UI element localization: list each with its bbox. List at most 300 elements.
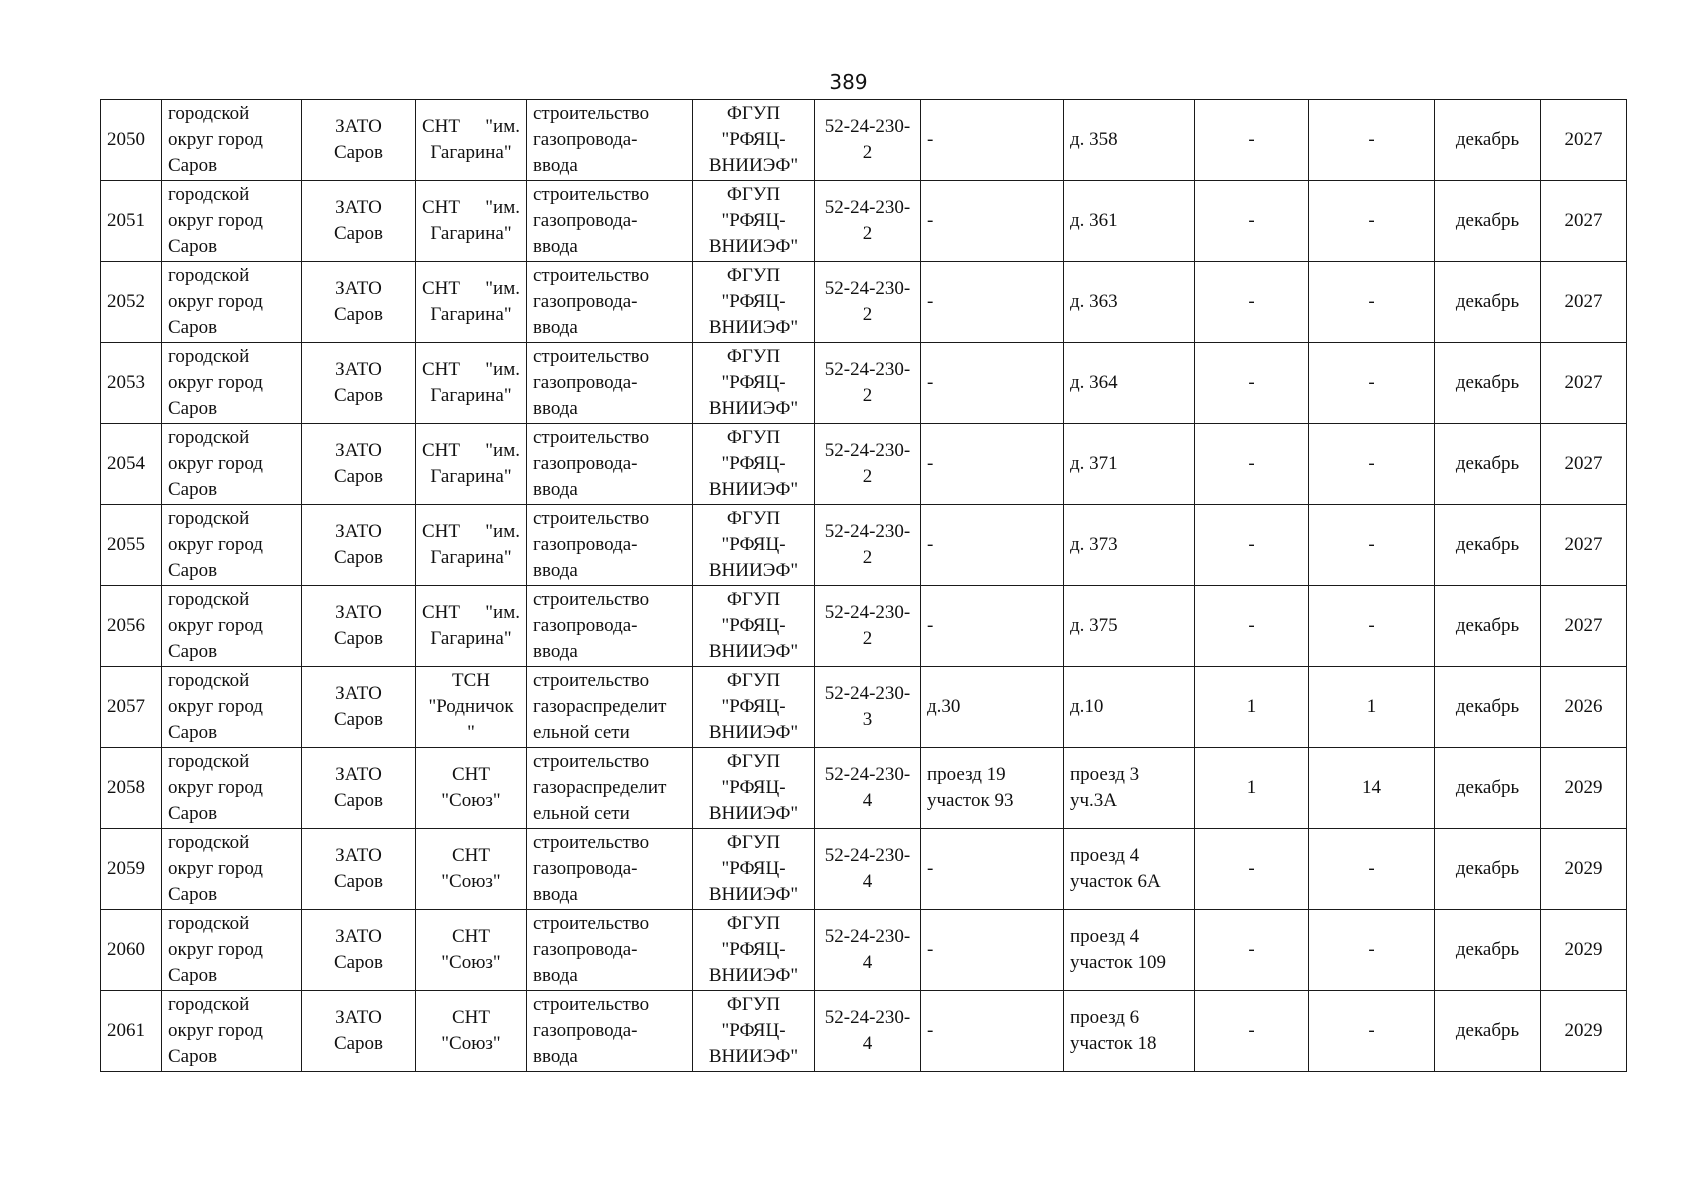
start-point-line: - xyxy=(927,129,934,150)
zato-line: ЗАТО xyxy=(335,521,382,542)
zato-line: ЗАТО xyxy=(335,197,382,218)
work-type-line: ввода xyxy=(533,317,578,338)
work-type-cell xyxy=(527,181,693,262)
end-point-line: д. 358 xyxy=(1070,129,1118,150)
zato-cell xyxy=(302,343,416,424)
settlement-line: СНТ xyxy=(452,845,490,866)
value-1-cell: - xyxy=(1195,424,1309,505)
work-type-cell xyxy=(527,586,693,667)
settlement-line: Гагарина" xyxy=(430,142,512,163)
municipality-line: Саров xyxy=(168,479,218,500)
value-2-cell: - xyxy=(1309,505,1435,586)
work-type-line: строительство xyxy=(533,751,650,772)
organization-line: ВНИИЭФ" xyxy=(708,803,799,824)
organization-cell xyxy=(693,424,815,505)
organization-cell xyxy=(693,262,815,343)
municipality-line: округ город xyxy=(168,291,263,312)
year-cell: 2029 xyxy=(1541,991,1627,1072)
object-code-line: 4 xyxy=(862,790,873,811)
object-code-line: 52-24-230- xyxy=(824,845,911,866)
object-code-cell xyxy=(815,748,921,829)
object-code-cell xyxy=(815,262,921,343)
value-1-cell: 1 xyxy=(1195,667,1309,748)
year-cell: 2027 xyxy=(1541,181,1627,262)
zato-cell xyxy=(302,748,416,829)
work-type-cell xyxy=(527,748,693,829)
start-point-cell xyxy=(921,181,1064,262)
municipality-line: городской xyxy=(168,994,250,1015)
settlement-cell xyxy=(416,262,527,343)
settlement-cell xyxy=(416,991,527,1072)
work-type-cell xyxy=(527,829,693,910)
organization-line: ФГУП xyxy=(726,994,781,1015)
object-code-cell xyxy=(815,100,921,181)
value-2-cell: - xyxy=(1309,262,1435,343)
object-code-cell xyxy=(815,991,921,1072)
start-point-cell xyxy=(921,910,1064,991)
organization-cell xyxy=(693,829,815,910)
settlement-line: СНТ xyxy=(452,1007,490,1028)
start-point-line: - xyxy=(927,372,934,393)
organization-line: "РФЯЦ- xyxy=(721,696,786,717)
object-code-line: 52-24-230- xyxy=(824,1007,911,1028)
year-cell: 2027 xyxy=(1541,424,1627,505)
value-1-cell: - xyxy=(1195,181,1309,262)
object-code-line: 52-24-230- xyxy=(824,278,911,299)
zato-line: ЗАТО xyxy=(335,440,382,461)
object-code-line: 52-24-230- xyxy=(824,683,911,704)
work-type-line: ввода xyxy=(533,560,578,581)
work-type-line: ввода xyxy=(533,236,578,257)
object-code-line: 52-24-230- xyxy=(824,359,911,380)
settlement-line: Гагарина" xyxy=(430,223,512,244)
settlement-line: СНТ "им. xyxy=(422,602,520,623)
municipality-cell xyxy=(162,910,302,991)
settlement-cell xyxy=(416,667,527,748)
work-type-cell xyxy=(527,991,693,1072)
end-point-cell xyxy=(1064,829,1195,910)
zato-line: Саров xyxy=(333,871,384,892)
settlement-line: СНТ "им. xyxy=(422,278,520,299)
month-cell: декабрь xyxy=(1435,829,1541,910)
start-point-line: - xyxy=(927,210,934,231)
settlement-cell xyxy=(416,343,527,424)
municipality-line: городской xyxy=(168,265,250,286)
object-code-line: 52-24-230- xyxy=(824,116,911,137)
value-2-cell: - xyxy=(1309,910,1435,991)
zato-line: ЗАТО xyxy=(335,1007,382,1028)
organization-line: ФГУП xyxy=(726,427,781,448)
settlement-line: "Родничок xyxy=(428,696,514,717)
municipality-line: Саров xyxy=(168,722,218,743)
settlement-line: СНТ "им. xyxy=(422,197,520,218)
municipality-cell xyxy=(162,424,302,505)
object-code-line: 52-24-230- xyxy=(824,521,911,542)
table-row xyxy=(101,586,1627,667)
end-point-line: д. 375 xyxy=(1070,615,1118,636)
object-code-line: 2 xyxy=(862,628,873,649)
organization-cell xyxy=(693,100,815,181)
year-cell: 2029 xyxy=(1541,910,1627,991)
organization-line: "РФЯЦ- xyxy=(721,939,786,960)
end-point-line: д. 371 xyxy=(1070,453,1118,474)
organization-line: ФГУП xyxy=(726,913,781,934)
object-code-line: 4 xyxy=(862,1033,873,1054)
municipality-line: городской xyxy=(168,751,250,772)
row-number-cell: 2051 xyxy=(101,181,162,262)
work-type-line: газопровода- xyxy=(533,1020,638,1041)
zato-line: ЗАТО xyxy=(335,116,382,137)
settlement-cell xyxy=(416,181,527,262)
work-type-line: строительство xyxy=(533,508,650,529)
zato-line: Саров xyxy=(333,628,384,649)
municipality-cell xyxy=(162,505,302,586)
month-cell: декабрь xyxy=(1435,667,1541,748)
end-point-cell xyxy=(1064,343,1195,424)
year-cell: 2027 xyxy=(1541,262,1627,343)
object-code-line: 52-24-230- xyxy=(824,764,911,785)
settlement-cell xyxy=(416,829,527,910)
organization-line: ВНИИЭФ" xyxy=(708,155,799,176)
end-point-cell xyxy=(1064,586,1195,667)
organization-line: "РФЯЦ- xyxy=(721,453,786,474)
organization-line: "РФЯЦ- xyxy=(721,372,786,393)
zato-cell xyxy=(302,910,416,991)
municipality-line: городской xyxy=(168,508,250,529)
zato-line: ЗАТО xyxy=(335,764,382,785)
municipality-line: округ город xyxy=(168,696,263,717)
settlement-cell xyxy=(416,505,527,586)
organization-line: "РФЯЦ- xyxy=(721,1020,786,1041)
organization-line: ФГУП xyxy=(726,184,781,205)
start-point-line: д.30 xyxy=(927,696,961,717)
organization-cell xyxy=(693,343,815,424)
object-code-line: 2 xyxy=(862,142,873,163)
start-point-line: - xyxy=(927,453,934,474)
start-point-cell xyxy=(921,262,1064,343)
organization-line: ВНИИЭФ" xyxy=(708,317,799,338)
zato-line: Саров xyxy=(333,1033,384,1054)
year-cell: 2029 xyxy=(1541,748,1627,829)
end-point-line: проезд 4 xyxy=(1070,926,1140,947)
municipality-line: Саров xyxy=(168,641,218,662)
value-1-cell: - xyxy=(1195,262,1309,343)
value-1-cell: 1 xyxy=(1195,748,1309,829)
zato-cell xyxy=(302,829,416,910)
work-type-line: ввода xyxy=(533,641,578,662)
zato-cell xyxy=(302,586,416,667)
zato-cell xyxy=(302,262,416,343)
municipality-line: округ город xyxy=(168,210,263,231)
organization-line: "РФЯЦ- xyxy=(721,534,786,555)
start-point-line: - xyxy=(927,291,934,312)
object-code-cell xyxy=(815,667,921,748)
municipality-cell xyxy=(162,586,302,667)
work-type-cell xyxy=(527,343,693,424)
start-point-cell xyxy=(921,667,1064,748)
start-point-cell xyxy=(921,424,1064,505)
table-row xyxy=(101,991,1627,1072)
object-code-line: 52-24-230- xyxy=(824,440,911,461)
row-number-cell: 2058 xyxy=(101,748,162,829)
work-type-line: ельной сети xyxy=(533,722,630,743)
month-cell: декабрь xyxy=(1435,991,1541,1072)
object-code-line: 52-24-230- xyxy=(824,197,911,218)
start-point-line: - xyxy=(927,939,934,960)
settlement-line: "Союз" xyxy=(441,871,501,892)
object-code-line: 2 xyxy=(862,547,873,568)
municipality-line: округ город xyxy=(168,777,263,798)
value-1-cell: - xyxy=(1195,829,1309,910)
value-2-cell: - xyxy=(1309,181,1435,262)
value-2-cell: 1 xyxy=(1309,667,1435,748)
row-number-cell: 2050 xyxy=(101,100,162,181)
organization-cell xyxy=(693,667,815,748)
work-type-line: ввода xyxy=(533,398,578,419)
end-point-cell xyxy=(1064,910,1195,991)
end-point-line: д.10 xyxy=(1070,696,1104,717)
work-type-line: строительство xyxy=(533,427,650,448)
table-row xyxy=(101,181,1627,262)
value-1-cell: - xyxy=(1195,505,1309,586)
municipality-line: городской xyxy=(168,589,250,610)
organization-line: ФГУП xyxy=(726,265,781,286)
municipality-line: городской xyxy=(168,103,250,124)
value-2-cell: - xyxy=(1309,991,1435,1072)
object-code-cell xyxy=(815,829,921,910)
work-type-line: газопровода- xyxy=(533,210,638,231)
start-point-cell xyxy=(921,100,1064,181)
settlement-line: " xyxy=(467,722,475,743)
start-point-cell xyxy=(921,829,1064,910)
organization-cell xyxy=(693,748,815,829)
municipality-line: Саров xyxy=(168,317,218,338)
object-code-cell xyxy=(815,181,921,262)
value-1-cell: - xyxy=(1195,343,1309,424)
municipality-line: округ город xyxy=(168,1020,263,1041)
municipality-line: Саров xyxy=(168,884,218,905)
value-2-cell: 14 xyxy=(1309,748,1435,829)
year-cell: 2026 xyxy=(1541,667,1627,748)
value-2-cell: - xyxy=(1309,343,1435,424)
zato-cell xyxy=(302,424,416,505)
municipality-line: округ город xyxy=(168,372,263,393)
end-point-cell xyxy=(1064,748,1195,829)
value-2-cell: - xyxy=(1309,829,1435,910)
organization-cell xyxy=(693,181,815,262)
settlement-line: "Союз" xyxy=(441,952,501,973)
zato-line: Саров xyxy=(333,142,384,163)
organization-line: ВНИИЭФ" xyxy=(708,560,799,581)
end-point-cell xyxy=(1064,667,1195,748)
row-number-cell: 2054 xyxy=(101,424,162,505)
start-point-line: проезд 19 xyxy=(927,764,1006,785)
municipality-line: округ город xyxy=(168,939,263,960)
organization-cell xyxy=(693,910,815,991)
zato-line: ЗАТО xyxy=(335,602,382,623)
row-number-cell: 2060 xyxy=(101,910,162,991)
end-point-line: проезд 3 xyxy=(1070,764,1140,785)
value-2-cell: - xyxy=(1309,586,1435,667)
zato-line: ЗАТО xyxy=(335,926,382,947)
object-code-line: 52-24-230- xyxy=(824,602,911,623)
work-type-line: газопровода- xyxy=(533,453,638,474)
work-type-line: строительство xyxy=(533,994,650,1015)
year-cell: 2027 xyxy=(1541,505,1627,586)
end-point-cell xyxy=(1064,181,1195,262)
work-type-cell xyxy=(527,505,693,586)
work-type-line: строительство xyxy=(533,832,650,853)
month-cell: декабрь xyxy=(1435,262,1541,343)
work-type-line: строительство xyxy=(533,265,650,286)
year-cell: 2027 xyxy=(1541,100,1627,181)
municipality-cell xyxy=(162,991,302,1072)
end-point-cell xyxy=(1064,100,1195,181)
object-code-line: 52-24-230- xyxy=(824,926,911,947)
work-type-line: строительство xyxy=(533,589,650,610)
municipality-line: Саров xyxy=(168,398,218,419)
settlement-cell xyxy=(416,100,527,181)
start-point-cell xyxy=(921,991,1064,1072)
zato-line: Саров xyxy=(333,709,384,730)
settlement-line: Гагарина" xyxy=(430,628,512,649)
organization-line: ВНИИЭФ" xyxy=(708,398,799,419)
object-code-cell xyxy=(815,910,921,991)
organization-line: ФГУП xyxy=(726,589,781,610)
settlement-line: СНТ xyxy=(452,926,490,947)
start-point-line: - xyxy=(927,858,934,879)
start-point-cell xyxy=(921,505,1064,586)
settlement-line: ТСН xyxy=(452,670,490,691)
municipality-cell xyxy=(162,100,302,181)
organization-line: "РФЯЦ- xyxy=(721,777,786,798)
settlement-cell xyxy=(416,586,527,667)
object-code-line: 4 xyxy=(862,952,873,973)
settlement-cell xyxy=(416,748,527,829)
end-point-line: д. 373 xyxy=(1070,534,1118,555)
municipality-line: городской xyxy=(168,670,250,691)
municipality-line: округ город xyxy=(168,453,263,474)
object-code-cell xyxy=(815,424,921,505)
work-type-cell xyxy=(527,910,693,991)
start-point-cell xyxy=(921,748,1064,829)
zato-cell xyxy=(302,100,416,181)
organization-line: ФГУП xyxy=(726,832,781,853)
work-type-line: строительство xyxy=(533,670,650,691)
month-cell: декабрь xyxy=(1435,343,1541,424)
table-row xyxy=(101,424,1627,505)
organization-line: ФГУП xyxy=(726,508,781,529)
zato-line: Саров xyxy=(333,790,384,811)
organization-line: ФГУП xyxy=(726,751,781,772)
value-2-cell: - xyxy=(1309,424,1435,505)
end-point-line: проезд 4 xyxy=(1070,845,1140,866)
settlement-cell xyxy=(416,910,527,991)
end-point-line: д. 363 xyxy=(1070,291,1118,312)
work-type-line: строительство xyxy=(533,184,650,205)
work-type-cell xyxy=(527,667,693,748)
municipality-line: Саров xyxy=(168,236,218,257)
start-point-cell xyxy=(921,586,1064,667)
row-number-cell: 2061 xyxy=(101,991,162,1072)
work-type-line: строительство xyxy=(533,103,650,124)
end-point-cell xyxy=(1064,991,1195,1072)
organization-line: ВНИИЭФ" xyxy=(708,236,799,257)
work-type-line: ельной сети xyxy=(533,803,630,824)
end-point-line: д. 364 xyxy=(1070,372,1118,393)
object-code-line: 2 xyxy=(862,304,873,325)
start-point-line: - xyxy=(927,534,934,555)
table-row xyxy=(101,343,1627,424)
zato-line: Саров xyxy=(333,547,384,568)
municipality-line: городской xyxy=(168,184,250,205)
organization-line: "РФЯЦ- xyxy=(721,129,786,150)
end-point-line: уч.3А xyxy=(1070,790,1118,811)
settlement-line: СНТ "им. xyxy=(422,116,520,137)
object-code-cell xyxy=(815,586,921,667)
settlement-line: СНТ "им. xyxy=(422,521,520,542)
organization-line: ФГУП xyxy=(726,670,781,691)
organization-line: ФГУП xyxy=(726,103,781,124)
municipality-line: Саров xyxy=(168,560,218,581)
value-1-cell: - xyxy=(1195,910,1309,991)
organization-cell xyxy=(693,991,815,1072)
zato-line: Саров xyxy=(333,385,384,406)
table-row xyxy=(101,262,1627,343)
start-point-cell xyxy=(921,343,1064,424)
row-number-cell: 2052 xyxy=(101,262,162,343)
work-type-line: ввода xyxy=(533,479,578,500)
month-cell: декабрь xyxy=(1435,181,1541,262)
object-code-line: 4 xyxy=(862,871,873,892)
municipality-line: округ город xyxy=(168,534,263,555)
value-1-cell: - xyxy=(1195,100,1309,181)
month-cell: декабрь xyxy=(1435,424,1541,505)
municipality-cell xyxy=(162,748,302,829)
organization-line: ВНИИЭФ" xyxy=(708,641,799,662)
municipality-cell xyxy=(162,667,302,748)
zato-line: ЗАТО xyxy=(335,359,382,380)
work-type-line: газопровода- xyxy=(533,615,638,636)
work-type-line: газопровода- xyxy=(533,372,638,393)
municipality-line: округ город xyxy=(168,615,263,636)
municipality-line: округ город xyxy=(168,858,263,879)
year-cell: 2027 xyxy=(1541,586,1627,667)
value-2-cell: - xyxy=(1309,100,1435,181)
work-type-line: ввода xyxy=(533,1046,578,1067)
zato-cell xyxy=(302,505,416,586)
settlement-line: СНТ "им. xyxy=(422,359,520,380)
end-point-line: участок 6А xyxy=(1070,871,1161,892)
zato-line: Саров xyxy=(333,223,384,244)
organization-line: ВНИИЭФ" xyxy=(708,965,799,986)
value-1-cell: - xyxy=(1195,991,1309,1072)
organization-line: "РФЯЦ- xyxy=(721,615,786,636)
work-type-line: газопровода- xyxy=(533,291,638,312)
row-number-cell: 2053 xyxy=(101,343,162,424)
table-row xyxy=(101,505,1627,586)
organization-line: "РФЯЦ- xyxy=(721,291,786,312)
work-type-cell xyxy=(527,100,693,181)
work-type-line: газопровода- xyxy=(533,129,638,150)
object-code-line: 2 xyxy=(862,385,873,406)
row-number-cell: 2057 xyxy=(101,667,162,748)
end-point-line: участок 109 xyxy=(1070,952,1166,973)
settlement-line: Гагарина" xyxy=(430,547,512,568)
year-cell: 2029 xyxy=(1541,829,1627,910)
municipality-line: Саров xyxy=(168,803,218,824)
end-point-line: участок 18 xyxy=(1070,1033,1157,1054)
